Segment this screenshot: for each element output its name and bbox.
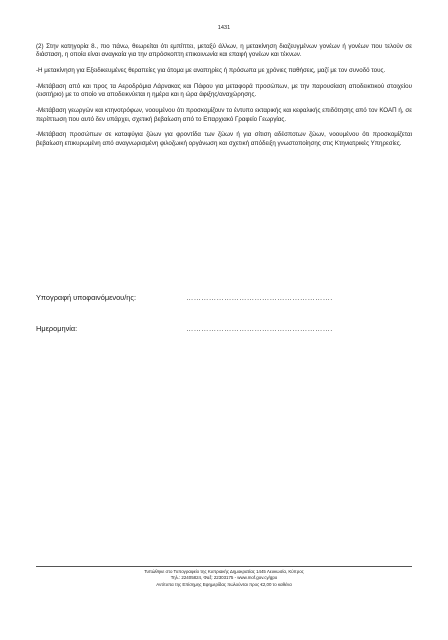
paragraph-specialized-therapies: -Η μετακίνηση για Εξειδικευμένες θεραπείες για άτομα με αναπηρίες ή πρόσωπα με χρόνιες παθήσεις, μαζί με τον συνοδό τους. [36, 67, 386, 75]
footer-price-line: Αντίτυπα της Επίσημης Εφημερίδας πωλούνται προς €2,00 το καθένα [156, 581, 292, 587]
signature-row [36, 293, 412, 302]
page-number: 1431 [217, 25, 231, 31]
paragraph-airports: -Μετάβαση από και προς τα Αεροδρόμια Λάρνακας και Πάφου για μεταφορά προσώπων, με την παρουσίαση αποδεικτικού στοιχείου (εισιτήριο) με το οποίο να αποδεικνύεται η ημέρα και η ώρα άφιξης/αναχώρησης. [36, 83, 412, 99]
date-field[interactable]: …………………………………………………. [186, 324, 333, 333]
signature-field[interactable]: …………………………………………………. [186, 293, 333, 302]
footer [0, 569, 448, 588]
paragraph-category-note: (2) Στην κατηγορία 8., πιο πάνω, θεωρείται ότι εμπίπτει, μεταξύ άλλων, η μετακίνηση διαζευγμένων γονέων ή γονέων που τελούν σε διάσταση, η οποία είναι αναγκαία για την απρόσκοπτη επικοινωνία και επαφή γονέων και τέκνων. [36, 43, 412, 59]
footer-printer-line: Τυπώθηκε στο Τυπογραφείο της Κυπριακής Δημοκρατίας 1445 Λευκωσία, Κύπρος [144, 569, 304, 574]
paragraph-farmers: -Μετάβαση γεωργών και κτηνοτρόφων, νοουμένου ότι προσκομίζουν το έντυπο εκταρικής και κεφαλικής επιδότησης από τον ΚΟΑΠ ή, σε περίπτωση που αυτό δεν υπάρχει, σχετική βεβαίωση από το Επαρχιακό Γραφείο Γεωργίας. [36, 107, 412, 123]
body-text [36, 43, 412, 156]
paragraph-animal-shelters: -Μετάβαση προσώπων σε καταφύγια ζώων για φροντίδα των ζώων ή για σίτιση αδέσποτων ζώων, νοουμένου ότι προσκομίζεται βεβαίωση επικυρωμένη από αναγνωρισμένη φιλοζωική οργάνωση και σχετική απόδειξη γνωστοποίησης στις Κτηνιατρικές Υπηρεσίες. [36, 131, 412, 147]
date-row [36, 324, 412, 333]
signature-label: Υπογραφή υποφαινόμενου/ης: [36, 293, 137, 302]
footer-contact-line: Τηλ.: 22405824, Φαξ: 22303175 - www.mof.gov.cy/gpo [170, 575, 278, 581]
date-label: Ημερομηνία: [36, 324, 78, 333]
footer-divider [36, 566, 412, 567]
